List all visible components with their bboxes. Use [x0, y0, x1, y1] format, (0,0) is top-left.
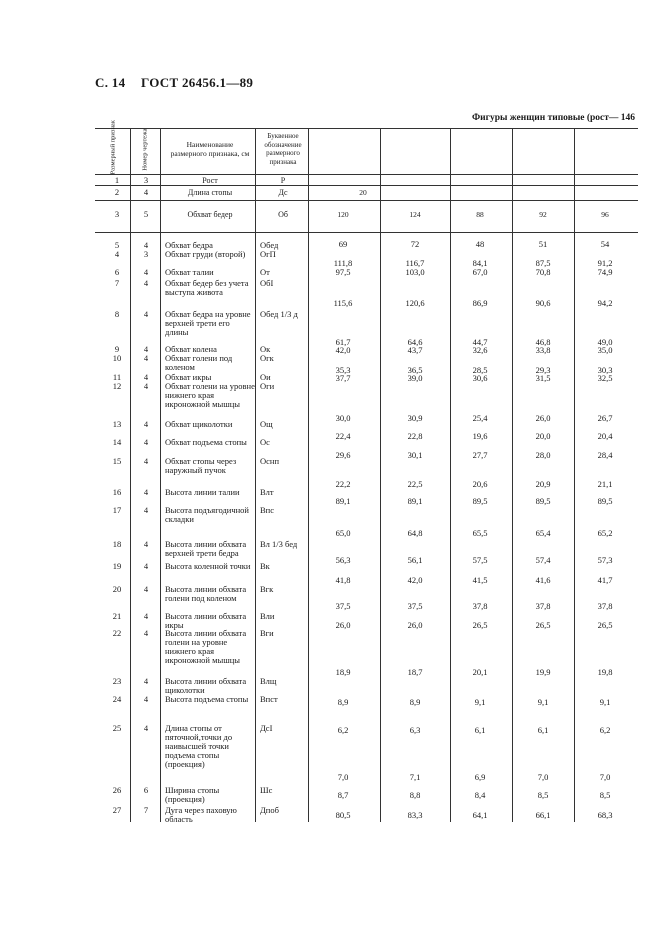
- row-number: 11: [112, 372, 122, 382]
- row-value: 69: [338, 239, 348, 249]
- param-row-number: 2: [114, 187, 120, 197]
- row-value: 28,5: [472, 365, 488, 375]
- row-name: Высота линии обхвата голени на уровне нижнего края икроножной мышцы: [165, 628, 247, 665]
- row-number: 17: [112, 505, 122, 515]
- row-value: 89,1: [407, 496, 423, 506]
- table-rule: [95, 174, 638, 175]
- row-value: 42,0: [335, 345, 351, 355]
- row-abbreviation: Ои: [260, 372, 271, 382]
- row-value: 22,5: [407, 479, 423, 489]
- row-value: 111,8: [333, 258, 353, 268]
- param-value: 92: [539, 210, 547, 219]
- row-number: 6: [114, 267, 120, 277]
- table-rule: [95, 232, 638, 233]
- row-value: 83,3: [407, 810, 423, 820]
- row-number: 20: [112, 584, 122, 594]
- row-drawing-number: 3: [143, 249, 149, 259]
- row-name: Высота линии обхвата щиколотки: [165, 676, 247, 695]
- row-value: 28,4: [597, 450, 613, 460]
- row-value: 97,5: [335, 267, 351, 277]
- row-name: Высота линии обхвата верхней трети бедра: [165, 539, 247, 558]
- row-value: 37,5: [335, 601, 351, 611]
- row-value: 33,8: [535, 345, 551, 355]
- table-rule: [95, 200, 638, 201]
- table-rule: [95, 128, 638, 129]
- row-value: 49,0: [597, 337, 613, 347]
- row-value: 26,5: [535, 620, 551, 630]
- row-value: 6,1: [537, 725, 549, 735]
- row-value: 30,3: [597, 365, 613, 375]
- row-name: Обхват колена: [165, 344, 217, 354]
- row-number: 7: [114, 278, 120, 288]
- row-abbreviation: Впст: [260, 694, 278, 704]
- row-drawing-number: 4: [143, 278, 149, 288]
- row-name: Высота линии талии: [165, 487, 240, 497]
- row-abbreviation: Шс: [260, 785, 273, 795]
- row-number: 4: [114, 249, 120, 259]
- row-drawing-number: 4: [143, 372, 149, 382]
- row-number: 19: [112, 561, 122, 571]
- row-abbreviation: Огк: [260, 353, 274, 363]
- row-number: 27: [112, 805, 122, 815]
- row-drawing-number: 4: [143, 584, 149, 594]
- row-number: 12: [112, 381, 122, 391]
- row-value: 44,7: [472, 337, 488, 347]
- row-drawing-number: 6: [143, 785, 149, 795]
- row-value: 37,7: [335, 373, 351, 383]
- row-name: Обхват бедер без учета выступа живота: [165, 278, 249, 297]
- row-value: 6,3: [409, 725, 421, 735]
- table-column-rule: [255, 128, 256, 822]
- row-value: 90,6: [535, 298, 551, 308]
- row-name: Обхват бедра: [165, 240, 213, 250]
- row-value: 30,1: [407, 450, 423, 460]
- row-value: 7,0: [337, 772, 349, 782]
- row-name: Обхват подъема стопы: [165, 437, 247, 447]
- row-number: 9: [114, 344, 120, 354]
- param-row-drawing: 3: [143, 175, 149, 185]
- param-value: 120: [337, 210, 349, 219]
- row-name: Обхват голени на уровне нижнего края икроножной мышцы: [165, 381, 255, 409]
- row-value: 116,7: [405, 258, 425, 268]
- row-value: 35,0: [597, 345, 613, 355]
- row-name: Обхват груди (второй): [165, 249, 246, 259]
- row-value: 28,0: [535, 450, 551, 460]
- row-value: 89,1: [335, 496, 351, 506]
- row-value: 6,1: [474, 725, 486, 735]
- row-value: 29,6: [335, 450, 351, 460]
- row-value: 39,0: [407, 373, 423, 383]
- row-value: 26,5: [472, 620, 488, 630]
- row-value: 43,7: [407, 345, 423, 355]
- row-value: 7,0: [537, 772, 549, 782]
- row-value: 18,9: [335, 667, 351, 677]
- param-value: 124: [409, 210, 421, 219]
- row-value: 26,7: [597, 413, 613, 423]
- param-row-number: 3: [114, 209, 120, 219]
- param-row-name: Обхват бедер: [187, 210, 233, 219]
- row-number: 26: [112, 785, 122, 795]
- row-drawing-number: 4: [143, 505, 149, 515]
- row-value: 37,8: [472, 601, 488, 611]
- row-value: 42,0: [407, 575, 423, 585]
- row-value: 41,8: [335, 575, 351, 585]
- table-column-rule: [380, 128, 381, 822]
- row-value: 65,4: [535, 528, 551, 538]
- row-value: 64,6: [407, 337, 423, 347]
- row-number: 18: [112, 539, 122, 549]
- row-name: Обхват талии: [165, 267, 214, 277]
- row-name: Обхват икры: [165, 372, 212, 382]
- row-value: 80,5: [335, 810, 351, 820]
- row-value: 120,6: [405, 298, 425, 308]
- row-value: 46,8: [535, 337, 551, 347]
- row-value: 37,8: [597, 601, 613, 611]
- row-value: 37,8: [535, 601, 551, 611]
- row-value: 72: [410, 239, 420, 249]
- row-abbreviation: Вги: [260, 628, 274, 638]
- row-value: 70,8: [535, 267, 551, 277]
- row-drawing-number: 4: [143, 628, 149, 638]
- row-value: 8,8: [409, 790, 421, 800]
- row-value: 20,4: [597, 431, 613, 441]
- row-value: 19,6: [472, 431, 488, 441]
- row-value: 9,1: [474, 697, 486, 707]
- row-number: 23: [112, 676, 122, 686]
- row-drawing-number: 4: [143, 437, 149, 447]
- row-value: 67,0: [472, 267, 488, 277]
- row-drawing-number: 4: [143, 419, 149, 429]
- row-value: 32,5: [597, 373, 613, 383]
- row-value: 19,9: [535, 667, 551, 677]
- row-value: 22,4: [335, 431, 351, 441]
- row-drawing-number: 4: [143, 344, 149, 354]
- row-drawing-number: 4: [143, 267, 149, 277]
- row-value: 8,5: [599, 790, 611, 800]
- row-abbreviation: Ощ: [260, 419, 273, 429]
- param-row-number: 1: [114, 175, 120, 185]
- row-name: Обхват стопы через наружный пучок: [165, 456, 237, 475]
- row-value: 8,9: [409, 697, 421, 707]
- table-column-rule: [574, 128, 575, 822]
- row-value: 56,1: [407, 555, 423, 565]
- row-drawing-number: 4: [143, 240, 149, 250]
- row-abbreviation: ДсI: [260, 723, 273, 733]
- row-value: 57,4: [535, 555, 551, 565]
- row-value: 6,2: [599, 725, 611, 735]
- row-abbreviation: ОгП: [260, 249, 276, 259]
- row-drawing-number: 4: [143, 694, 149, 704]
- row-value: 74,9: [597, 267, 613, 277]
- row-value: 25,4: [472, 413, 488, 423]
- param-row-abbr: Об: [278, 210, 288, 219]
- row-number: 8: [114, 309, 120, 319]
- row-abbreviation: Влщ: [260, 676, 277, 686]
- row-number: 16: [112, 487, 122, 497]
- param-row-name: Длина стопы: [187, 188, 233, 197]
- row-abbreviation: Вл 1/3 бед: [260, 539, 298, 549]
- row-abbreviation: Оснп: [260, 456, 280, 466]
- row-value: 22,2: [335, 479, 351, 489]
- row-value: 6,9: [474, 772, 486, 782]
- row-name: Высота подъема стопы: [165, 694, 249, 704]
- row-abbreviation: Обед 1/3 д: [260, 309, 298, 319]
- row-name: Высота подъягодичной складки: [165, 505, 249, 524]
- row-abbreviation: Впс: [260, 505, 274, 515]
- row-value: 41,6: [535, 575, 551, 585]
- row-value: 84,1: [472, 258, 488, 268]
- row-abbreviation: Обед: [260, 240, 279, 250]
- row-value: 103,0: [405, 267, 425, 277]
- row-number: 14: [112, 437, 122, 447]
- table-column-rule: [308, 128, 309, 822]
- row-name: Длина стопы от пяточной,точки до наивысшей точки подъема стопы (проекция): [165, 723, 233, 769]
- row-value: 65,0: [335, 528, 351, 538]
- row-drawing-number: 7: [143, 805, 149, 815]
- row-abbreviation: Ок: [260, 344, 271, 354]
- row-abbreviation: Вгк: [260, 584, 274, 594]
- row-number: 24: [112, 694, 122, 704]
- row-value: 7,0: [599, 772, 611, 782]
- row-value: 26,0: [407, 620, 423, 630]
- param-row-drawing: 5: [143, 209, 149, 219]
- row-drawing-number: 4: [143, 561, 149, 571]
- row-name: Высота линии обхвата голени под коленом: [165, 584, 247, 603]
- row-abbreviation: Дпоб: [260, 805, 279, 815]
- row-abbreviation: Ос: [260, 437, 270, 447]
- row-value: 26,0: [335, 620, 351, 630]
- param-row-name: Рост: [202, 176, 218, 185]
- row-number: 22: [112, 628, 122, 638]
- column-header: Номер чертежа: [141, 128, 149, 171]
- row-name: Обхват щиколотки: [165, 419, 233, 429]
- row-value: 54: [600, 239, 610, 249]
- row-value: 31,5: [535, 373, 551, 383]
- row-value: 86,9: [472, 298, 488, 308]
- row-value: 20,9: [535, 479, 551, 489]
- row-abbreviation: Вк: [260, 561, 270, 571]
- row-value: 68,3: [597, 810, 613, 820]
- row-value: 30,9: [407, 413, 423, 423]
- row-value: 26,5: [597, 620, 613, 630]
- row-value: 8,7: [337, 790, 349, 800]
- row-number: 5: [114, 240, 120, 250]
- row-abbreviation: ОбI: [260, 278, 274, 288]
- row-value: 61,7: [335, 337, 351, 347]
- row-value: 29,3: [535, 365, 551, 375]
- row-value: 7,1: [409, 772, 421, 782]
- row-value: 6,2: [337, 725, 349, 735]
- row-value: 37,5: [407, 601, 423, 611]
- row-drawing-number: 4: [143, 676, 149, 686]
- row-value: 115,6: [333, 298, 353, 308]
- row-number: 21: [112, 611, 122, 621]
- row-value: 8,9: [337, 697, 349, 707]
- row-value: 19,8: [597, 667, 613, 677]
- section-title: Фигуры женщин типовые (рост— 146: [472, 113, 636, 123]
- table-column-rule: [450, 128, 451, 822]
- row-number: 15: [112, 456, 122, 466]
- row-value: 91,2: [597, 258, 613, 268]
- row-value: 89,5: [597, 496, 613, 506]
- column-header: Размерный признак: [109, 120, 117, 175]
- row-value: 51: [538, 239, 548, 249]
- row-value: 9,1: [599, 697, 611, 707]
- row-value: 27,7: [472, 450, 488, 460]
- param-row-abbr: Р: [280, 176, 286, 185]
- row-name: Обхват голени под коленом: [165, 353, 233, 372]
- table-rule: [95, 185, 638, 186]
- row-value: 65,5: [472, 528, 488, 538]
- row-value: 48: [475, 239, 485, 249]
- row-value: 8,4: [474, 790, 486, 800]
- row-value: 66,1: [535, 810, 551, 820]
- row-value: 21,1: [597, 479, 613, 489]
- page-number: С. 14: [95, 75, 126, 90]
- standard-number: ГОСТ 26456.1—89: [140, 75, 254, 90]
- row-number: 10: [112, 353, 122, 363]
- row-name: Дуга через паховую область: [165, 805, 237, 824]
- row-value: 20,6: [472, 479, 488, 489]
- row-value: 36,5: [407, 365, 423, 375]
- row-number: 13: [112, 419, 122, 429]
- row-value: 20,1: [472, 667, 488, 677]
- param-value: 96: [601, 210, 609, 219]
- row-value: 41,7: [597, 575, 613, 585]
- row-number: 25: [112, 723, 122, 733]
- table-column-rule: [512, 128, 513, 822]
- row-value: 30,0: [335, 413, 351, 423]
- row-value: 35,3: [335, 365, 351, 375]
- param-row-drawing: 4: [143, 187, 149, 197]
- row-value: 89,5: [535, 496, 551, 506]
- row-drawing-number: 4: [143, 353, 149, 363]
- row-value: 64,1: [472, 810, 488, 820]
- row-value: 56,3: [335, 555, 351, 565]
- row-drawing-number: 4: [143, 611, 149, 621]
- param-value: 88: [476, 210, 484, 219]
- row-drawing-number: 4: [143, 487, 149, 497]
- row-name: Обхват бедра на уровне верхней трети его длины: [165, 309, 251, 337]
- row-value: 30,6: [472, 373, 488, 383]
- row-value: 22,8: [407, 431, 423, 441]
- row-value: 57,3: [597, 555, 613, 565]
- table-column-rule: [160, 128, 161, 822]
- row-value: 41,5: [472, 575, 488, 585]
- row-value: 20,0: [535, 431, 551, 441]
- row-value: 65,2: [597, 528, 613, 538]
- row-drawing-number: 4: [143, 539, 149, 549]
- row-value: 89,5: [472, 496, 488, 506]
- row-drawing-number: 4: [143, 723, 149, 733]
- row-abbreviation: Оги: [260, 381, 275, 391]
- row-name: Ширина стопы (проекция): [165, 785, 220, 804]
- row-name: Высота коленной точки: [165, 561, 251, 571]
- page-header: [95, 75, 265, 91]
- row-value: 9,1: [537, 697, 549, 707]
- param-value: 20: [359, 188, 367, 197]
- row-value: 94,2: [597, 298, 613, 308]
- row-value: 18,7: [407, 667, 423, 677]
- row-value: 32,6: [472, 345, 488, 355]
- row-value: 26,0: [535, 413, 551, 423]
- row-drawing-number: 4: [143, 381, 149, 391]
- row-value: 57,5: [472, 555, 488, 565]
- column-header: Буквенное обозначение размерного признака: [264, 132, 302, 166]
- row-abbreviation: От: [260, 267, 270, 277]
- row-drawing-number: 4: [143, 456, 149, 466]
- row-abbreviation: Влт: [260, 487, 274, 497]
- row-name: Высота линии обхвата икры: [165, 611, 247, 630]
- column-header: Наименование размерного признака, см: [170, 140, 250, 158]
- table-column-rule: [130, 128, 131, 822]
- param-row-abbr: Дс: [278, 188, 288, 197]
- row-value: 87,5: [535, 258, 551, 268]
- row-drawing-number: 4: [143, 309, 149, 319]
- row-abbreviation: Вли: [260, 611, 275, 621]
- row-value: 8,5: [537, 790, 549, 800]
- row-value: 64,8: [407, 528, 423, 538]
